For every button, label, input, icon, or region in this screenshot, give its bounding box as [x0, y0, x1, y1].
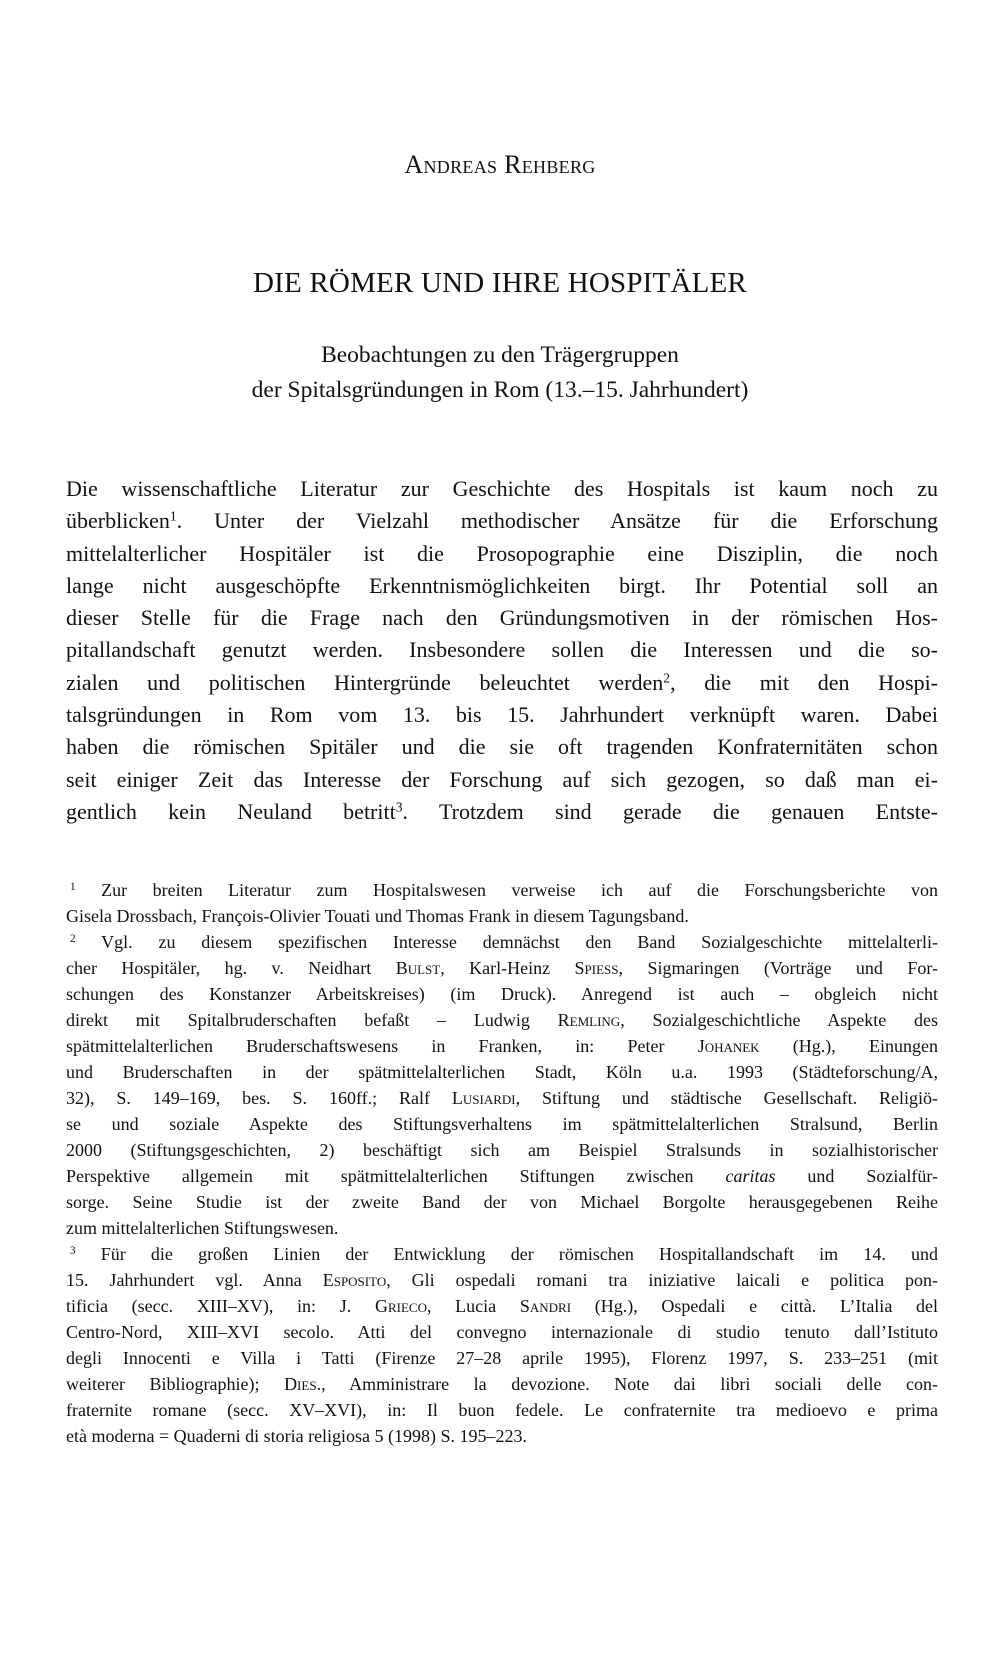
footnote-2-line: spätmittelalterlichen Bruderschaftswesens in Franken, in: Peter Johanek (Hg.), Einungen [66, 1036, 938, 1056]
author-name-sc: Johanek [697, 1036, 760, 1056]
footnote-3-line: degli Innocenti e Villa i Tatti (Firenze 27–28 aprile 1995), Florenz 1997, S. 233–251 (mit [66, 1348, 938, 1368]
footnote-2-line: zum mittelalterlichen Stiftungswesen. [66, 1218, 339, 1238]
footnote-2-line: schungen des Konstanzer Arbeitskreises) (im Druck). Anregend ist auch – obgleich nicht [66, 984, 938, 1004]
body-line: talsgründungen in Rom vom 13. bis 15. Jahrhundert verknüpft waren. Dabei [66, 702, 938, 728]
body-line: zialen und politischen Hintergründe beleuchtet werden$^2$, die mit den Hospi- [66, 669, 939, 695]
body-line: lange nicht ausgeschöpfte Erkenntnismöglichkeiten birgt. Ihr Potential soll an [66, 572, 938, 598]
footnote-2-line: sorge. Seine Studie ist der zweite Band der von Michael Borgolte herausgegebenen Reihe [66, 1192, 938, 1212]
footnote-2-line: 32), S. 149–169, bes. S. 160ff.; Ralf Lusiardi, Stiftung und städtische Gesellschaft. Religiö- [66, 1088, 938, 1108]
footnote-2-line: und Bruderschaften in der spätmittelalterlichen Stadt, Köln u.a. 1993 (Städteforschung/A, [66, 1062, 938, 1082]
body-line: seit einiger Zeit das Interesse der Forschung auf sich gezogen, so daß man ei- [66, 766, 938, 792]
footnote-ref-2[interactable]: 2 [663, 670, 671, 686]
footnote-3-line: Centro-Nord, XIII–XVI secolo. Atti del convegno internazionale di studio tenuto dall’Istituto [66, 1322, 938, 1342]
footnote-mark-1: 1 [70, 880, 76, 893]
footnote-ref-3[interactable]: 3 [395, 799, 403, 815]
footnotes [66, 877, 938, 1449]
article-title: DIE RÖMER UND IHRE HOSPITÄLER [253, 267, 747, 299]
footnote-1-line: $^1$ Zur breiten Literatur zum Hospitalswesen verweise ich auf die Forschungsberichte von [66, 877, 938, 903]
body-line: gentlich kein Neuland betritt$^3$. Trotzdem sind gerade die genauen Entste- [66, 798, 938, 824]
subtitle-line-1: Beobachtungen zu den Trägergruppen [321, 342, 679, 368]
author-name-sc: Bulst [395, 958, 441, 978]
footnote-2-line: direkt mit Spitalbruderschaften befaßt – Ludwig Remling, Sozialgeschichtliche Aspekte des [66, 1010, 938, 1030]
subtitle-line-2: der Spitalsgründungen in Rom (13.–15. Jahrhundert) [251, 377, 749, 403]
article-subtitle [0, 338, 1000, 408]
author-name [0, 150, 1000, 180]
footnote-2-line: se und soziale Aspekte des Stiftungsverhaltens im spätmittelalterlichen Stralsund, Berlin [66, 1114, 938, 1134]
body-line: mittelalterlicher Hospitäler ist die Prosopographie eine Disziplin, die noch [66, 540, 938, 566]
footnote-3-line: weiterer Bibliographie); Dies., Amministrare la devozione. Note dai libri sociali delle con- [66, 1374, 938, 1394]
footnote-mark-2: 2 [70, 932, 76, 945]
body-line: haben die römischen Spitäler und die sie oft tragenden Konfraternitäten schon [66, 734, 938, 760]
author-name-sc: Sandri [519, 1296, 572, 1316]
footnote-2-line: Perspektive allgemein mit spätmittelalterlichen Stiftungen zwischen caritas und Sozialfür- [66, 1166, 938, 1186]
author-text: Andreas Rehberg [404, 150, 596, 179]
footnote-3-line: fraternite romane (secc. XV–XVI), in: Il buon fedele. Le confraternite tra medioevo e prima [66, 1400, 938, 1420]
footnote-3-line: età moderna = Quaderni di storia religiosa 5 (1998) S. 195–223. [66, 1426, 528, 1446]
body-line: pitallandschaft genutzt werden. Insbesondere sollen die Interessen und die so- [66, 637, 938, 663]
author-name-sc: Esposito [322, 1270, 387, 1290]
footnote-3-line: $^3$ Für die großen Linien der Entwicklung der römischen Hospitallandschaft im 14. und [66, 1241, 938, 1267]
footnote-2-line: 2000 (Stiftungsgeschichten, 2) beschäftigt sich am Beispiel Stralsunds in sozialhistorischer [66, 1140, 938, 1160]
body-line: überblicken$^1$. Unter der Vielzahl methodischer Ansätze für die Erforschung [66, 508, 938, 534]
body-paragraph [66, 473, 938, 828]
body-line: dieser Stelle für die Frage nach den Gründungsmotiven in der römischen Hos- [66, 605, 938, 631]
author-name-sc: Grieco [374, 1296, 427, 1316]
footnote-2-line: cher Hospitäler, hg. v. Neidhart Bulst, Karl-Heinz Spiess, Sigmaringen (Vorträge und For- [66, 958, 938, 978]
footnote-3-line: tificia (secc. XIII–XV), in: J. Grieco, Lucia Sandri (Hg.), Ospedali e città. L’Italia del [66, 1296, 938, 1316]
footnote-3-line: 15. Jahrhundert vgl. Anna Esposito, Gli ospedali romani tra iniziative laicali e politica pon- [66, 1270, 939, 1290]
footnote-mark-3: 3 [70, 1244, 76, 1257]
italic-term: caritas [725, 1166, 776, 1186]
body-line: Die wissenschaftliche Literatur zur Geschichte des Hospitals ist kaum noch zu [66, 476, 938, 501]
footnote-ref-1[interactable]: 1 [169, 508, 177, 524]
author-name-sc: Dies [284, 1374, 317, 1394]
author-name-sc: Remling [557, 1010, 621, 1030]
footnote-2-line: $^2$ Vgl. zu diesem spezifischen Interesse demnächst den Band Sozialgeschichte mittelalterli- [66, 929, 938, 955]
author-name-sc: Lusiardi [451, 1088, 516, 1108]
author-name-sc: Spiess [574, 958, 619, 978]
footnote-1-line: Gisela Drossbach, François-Olivier Touati und Thomas Frank in diesem Tagungsband. [66, 906, 689, 926]
